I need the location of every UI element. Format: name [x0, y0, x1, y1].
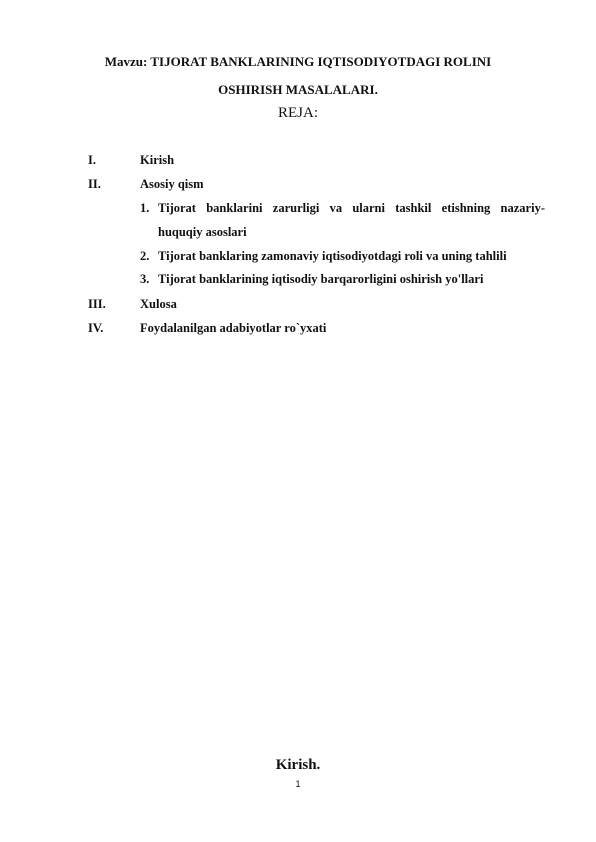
subitem-text-line2: huquqiy asoslari [158, 225, 247, 239]
outline-number: IV. [88, 321, 104, 335]
page-number: 1 [295, 779, 301, 789]
outline-number: III. [88, 297, 106, 311]
subitem-number: 3. [140, 272, 150, 286]
outline-text: Kirish [140, 153, 175, 167]
section-heading-kirish: Kirish. [275, 757, 321, 773]
plan-heading: REJA: [277, 105, 318, 121]
subitem-text-line1: Tijorat banklarini zarurligi va ularni tashkil etishning nazariy- [158, 201, 545, 215]
subitem-text: Tijorat banklarining iqtisodiy barqarorligini oshirish yo'llari [158, 272, 484, 286]
subitem-number: 1. [140, 201, 150, 215]
outline-text: Asosiy qism [140, 177, 204, 191]
outline-text: Foydalanilgan adabiyotlar ro`yxati [140, 321, 327, 335]
document-title-line1: Mavzu: TIJORAT BANKLARINING IQTISODIYOTDAGI ROLINI [104, 54, 492, 69]
outline-number: II. [88, 177, 101, 191]
subitem-text: Tijorat banklaring zamonaviy iqtisodiyotdagi roli va uning tahlili [158, 249, 507, 263]
subitem-number: 2. [140, 249, 150, 263]
outline-number: I. [88, 153, 96, 167]
outline-text: Xulosa [140, 297, 177, 311]
document-title-line2: OSHIRISH MASALALARI. [218, 82, 378, 97]
